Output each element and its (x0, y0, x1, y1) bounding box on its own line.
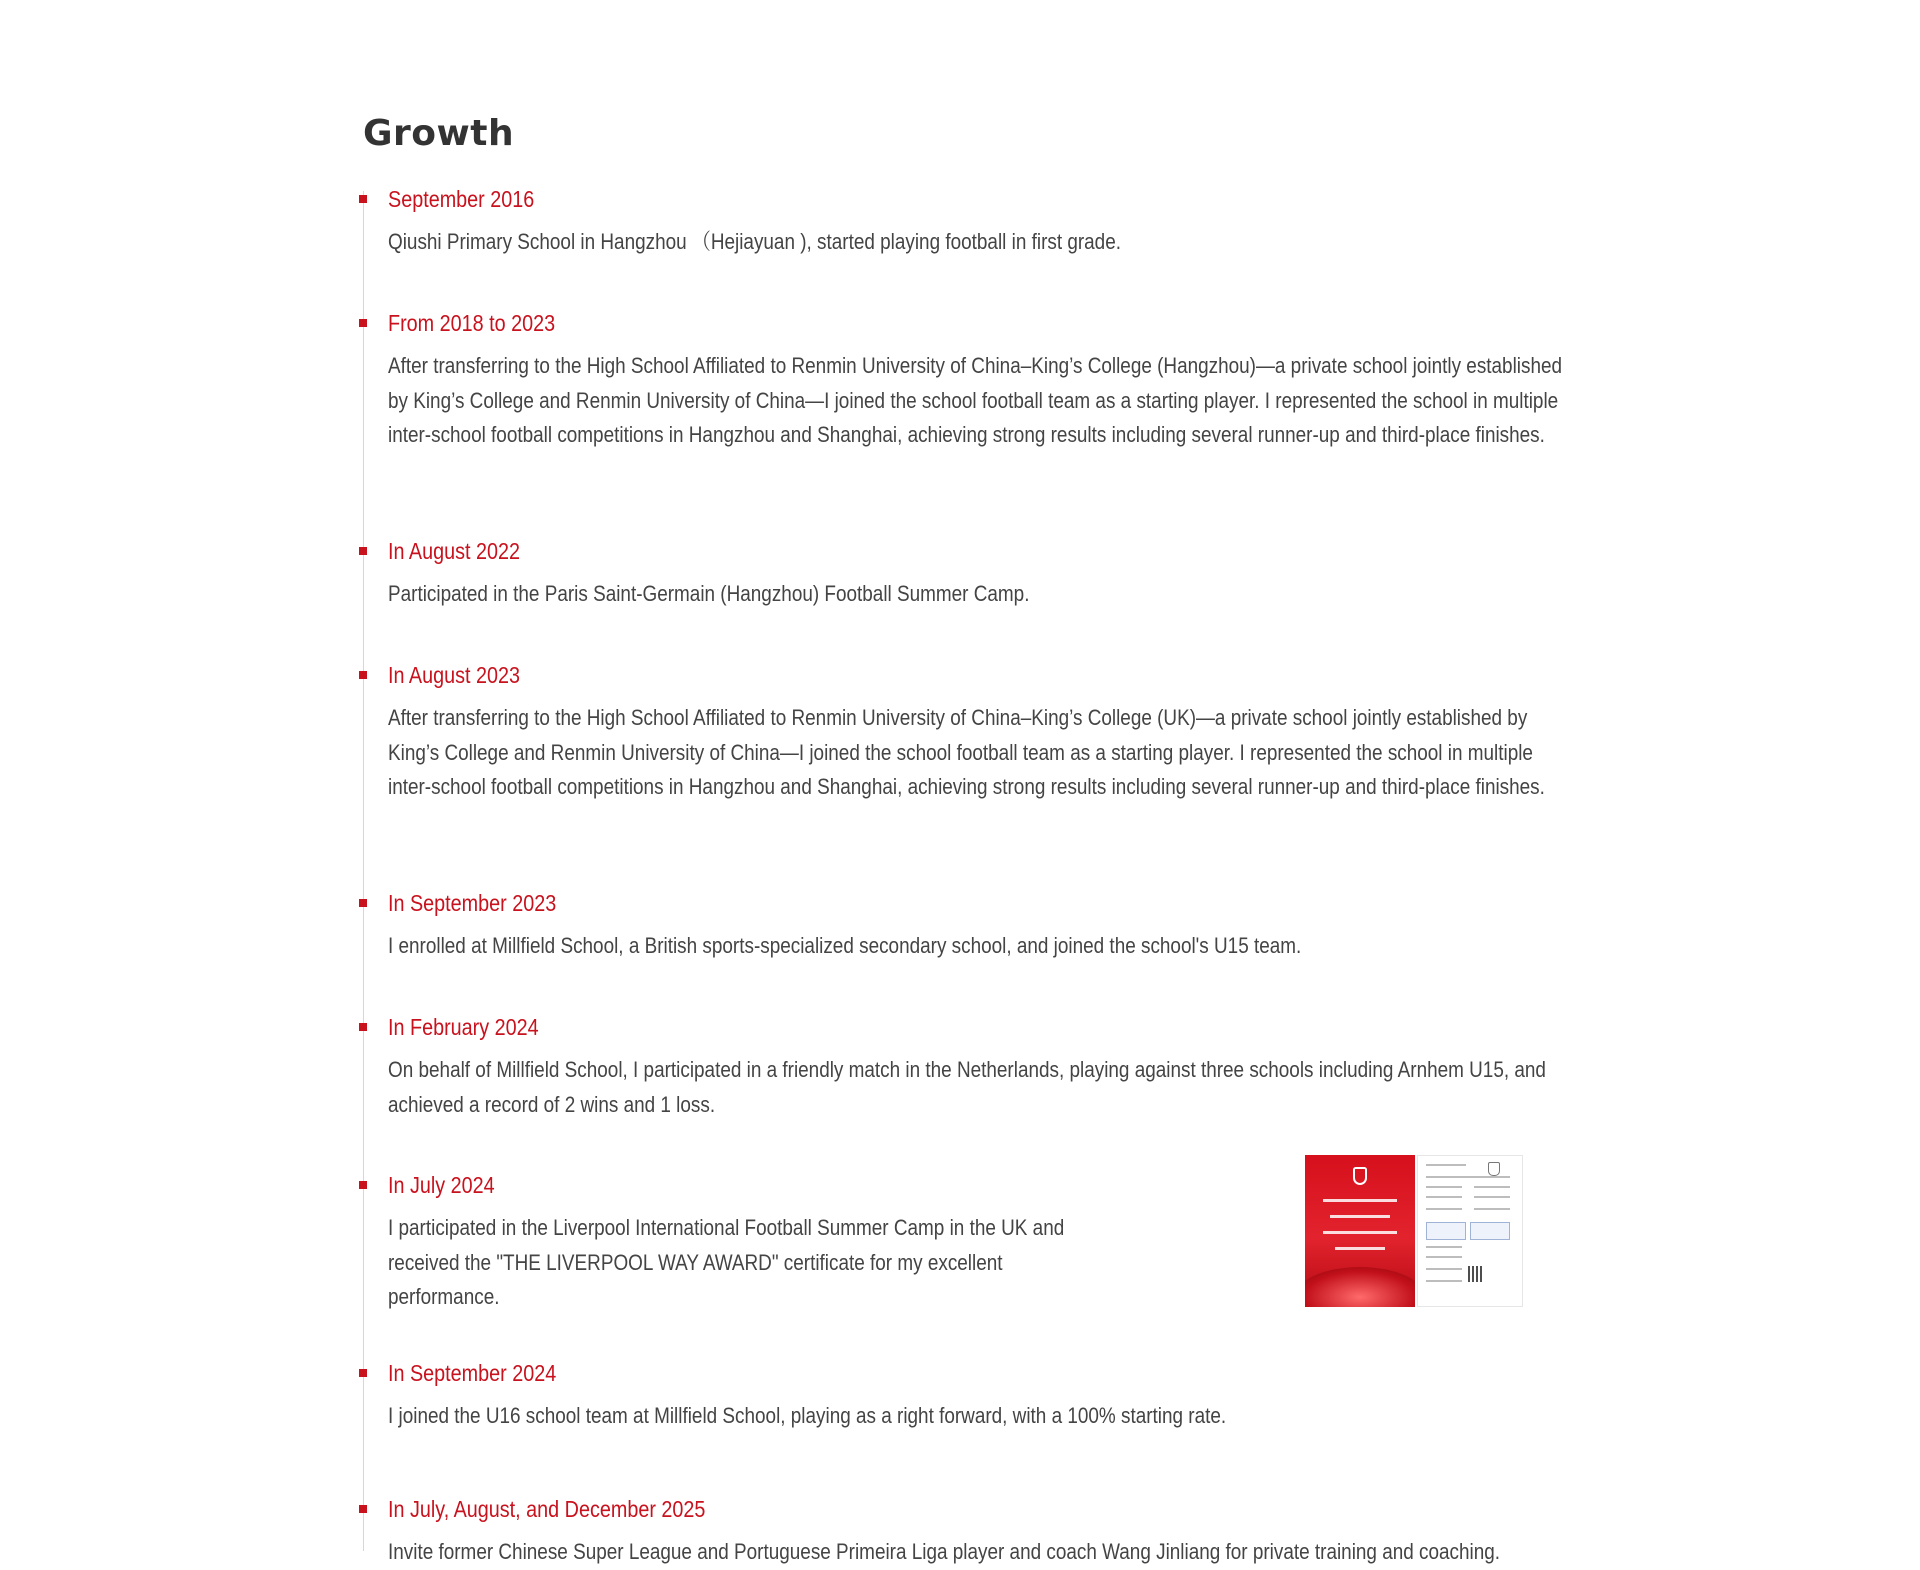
form-line (1426, 1246, 1462, 1248)
entry-date: In July, August, and December 2025 (388, 1496, 706, 1522)
timeline-bullet (359, 1369, 367, 1377)
form-line (1426, 1186, 1462, 1188)
entry-date: In September 2024 (388, 1360, 557, 1386)
player-feedback-form (1417, 1155, 1523, 1307)
certificate-band (1335, 1247, 1385, 1250)
entry-text: On behalf of Millfield School, I participated in a friendly match in the Netherlands, playing against three schools including Arnhem U15, and achieved a record of 2 wins and 1 loss. (388, 1057, 1546, 1117)
form-box (1470, 1222, 1510, 1240)
form-line (1426, 1176, 1510, 1178)
form-line (1426, 1196, 1462, 1198)
entry-date: September 2016 (388, 186, 535, 212)
form-line (1474, 1196, 1510, 1198)
timeline-bullet (359, 195, 367, 203)
entry-text: I joined the U16 school team at Millfield School, playing as a right forward, with a 100% starting rate. (388, 1403, 1227, 1428)
form-line (1426, 1280, 1462, 1282)
timeline-bullet (359, 319, 367, 327)
stadium-graphic (1305, 1267, 1415, 1307)
timeline-bullet (359, 1181, 367, 1189)
liverpool-award-certificate (1305, 1155, 1415, 1307)
entry-date: In September 2023 (388, 890, 557, 916)
form-line (1426, 1256, 1462, 1258)
entry-text: Invite former Chinese Super League and Portuguese Primeira Liga player and coach Wang Jinliang for private training and coaching. (388, 1539, 1501, 1564)
form-line (1426, 1268, 1462, 1270)
certificate-band (1330, 1215, 1390, 1218)
entry-date: In July 2024 (388, 1172, 495, 1198)
entry-text: After transferring to the High School Affiliated to Renmin University of China–King’s College (UK)—a private school jointly established by King’s College and Renmin University of China—I joined the school football team as a starting player. I represented the school in multiple inter-school football competitions in Hangzhou and Shanghai, achieving strong results including several runner-up and third-place finishes. (388, 705, 1545, 799)
liverpool-crest-icon (1488, 1162, 1500, 1176)
timeline-bullet (359, 671, 367, 679)
timeline-bullet (359, 1023, 367, 1031)
form-line (1426, 1164, 1466, 1166)
form-box (1426, 1222, 1466, 1240)
timeline-bullet (359, 1505, 367, 1513)
entry-date: In August 2023 (388, 662, 520, 688)
form-line (1426, 1208, 1462, 1210)
certificate-band (1323, 1199, 1397, 1202)
qr-code-icon (1468, 1266, 1484, 1282)
entry-text: I enrolled at Millfield School, a British sports-specialized secondary school, and joined the school's U15 team. (388, 933, 1302, 958)
timeline-bullet (359, 547, 367, 555)
entry-text: Participated in the Paris Saint-Germain (Hangzhou) Football Summer Camp. (388, 581, 1030, 606)
form-line (1474, 1208, 1510, 1210)
entry-date: In February 2024 (388, 1014, 539, 1040)
entry-date: From 2018 to 2023 (388, 310, 556, 336)
certificate-band (1323, 1231, 1397, 1234)
form-line (1474, 1186, 1510, 1188)
timeline-line (363, 191, 364, 1551)
liverpool-crest-icon (1353, 1167, 1367, 1185)
entry-text: After transferring to the High School Affiliated to Renmin University of China–King’s College (Hangzhou)—a private school jointly established by King’s College and Renmin University of China—I joined the school football team as a starting player. I represented the school in multiple inter-school football competitions in Hangzhou and Shanghai, achieving strong results including several runner-up and third-place finishes. (388, 353, 1563, 447)
entry-text: I participated in the Liverpool International Football Summer Camp in the UK and received the "THE LIVERPOOL WAY AWARD" certificate for my excellent performance. (388, 1215, 1065, 1309)
entry-date: In August 2022 (388, 538, 520, 564)
page-title: Growth (363, 113, 515, 154)
growth-timeline (363, 183, 1583, 1564)
entry-text: Qiushi Primary School in Hangzhou （Hejiayuan ), started playing football in first grade. (388, 229, 1121, 254)
timeline-bullet (359, 899, 367, 907)
award-certificate-images (1305, 1155, 1523, 1307)
